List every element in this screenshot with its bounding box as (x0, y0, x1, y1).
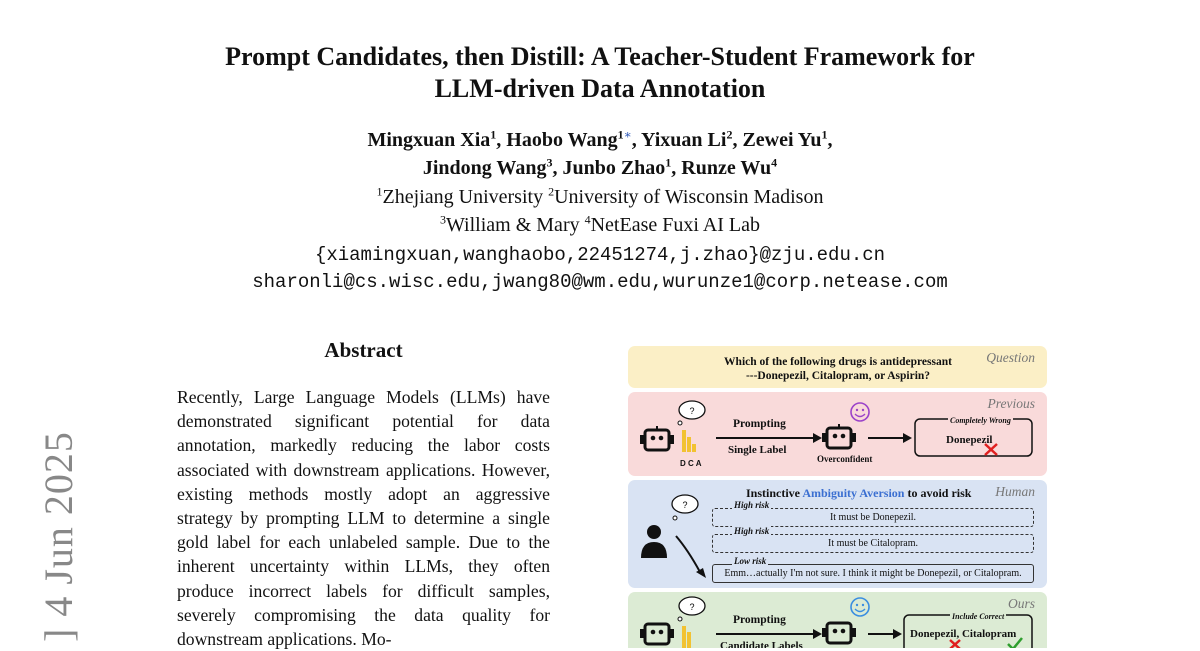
robot-icon (822, 424, 856, 448)
human-tag: Human (995, 484, 1035, 499)
devil-face-icon (851, 403, 869, 421)
question-text: Which of the following drugs is antidepressant ---Donepezil, Citalopram, or Aspirin? (724, 356, 952, 382)
low-risk-label: Low risk (734, 556, 767, 566)
completely-wrong-label: Completely Wrong (950, 416, 1011, 425)
svg-text:?: ? (689, 406, 695, 416)
cross-icon (950, 640, 960, 648)
affiliation-line-1: $^1$Zhejiang University $^2$University of Wisconsin Madison (376, 184, 824, 208)
svg-text:?: ? (682, 500, 688, 510)
email-line-1: {xiamingxuan,wanghaobo,22451274,j.zhao}@zju.edu.cn (314, 244, 886, 266)
previous-tag: Previous (987, 396, 1035, 411)
person-icon (641, 525, 667, 558)
ours-prompting-label: Prompting (733, 614, 786, 626)
ours-tag: Ours (1007, 596, 1035, 611)
author: Runze Wu (681, 157, 772, 179)
author: Jindong Wang (422, 157, 547, 179)
high-risk-label-2: High risk (734, 526, 770, 536)
corresponding-star: ∗ (623, 127, 632, 142)
robot-icon (640, 426, 674, 450)
thought-cloud-icon (672, 495, 698, 520)
human-panel (628, 480, 1047, 588)
dca-label: D C A (680, 459, 702, 468)
include-correct-label: Include Correct (952, 612, 1005, 621)
author: Junbo Zhao (562, 157, 666, 179)
paper-title-line-2: LLM-driven Data Annotation (434, 74, 766, 103)
author: Mingxuan Xia (367, 129, 491, 151)
author: Haobo Wang (506, 129, 618, 151)
smile-face-icon (851, 598, 869, 616)
single-label-label: Single Label (728, 444, 787, 456)
previous-answer: Donepezil (946, 434, 993, 446)
author-line-2: Jindong Wang$^3$, Junbo Zhao$^1$, Runze Wu$^4$ (422, 155, 778, 179)
ambiguity-aversion-highlight: Ambiguity Aversion (802, 486, 905, 500)
high-risk-box-1: It must be Donepezil. (712, 508, 1034, 527)
author: Zewei Yu (742, 129, 822, 151)
author-line-1: Mingxuan Xia$^1$, Haobo Wang$^{1∗}$, Yixuan Li$^2$, Zewei Yu$^1$, (367, 127, 833, 151)
prompting-label: Prompting (733, 418, 786, 430)
ours-answer: Donepezil, Citalopram (910, 628, 1017, 640)
abstract-heading: Abstract (324, 338, 403, 362)
paper-title-line-1: Prompt Candidates, then Distill: A Teacher-Student Framework for (225, 42, 975, 71)
ours-panel (628, 592, 1047, 648)
bar-icon (682, 626, 691, 648)
high-risk-box-2: It must be Citalopram. (712, 534, 1034, 553)
author: Yixuan Li (641, 129, 727, 151)
email-line-2: sharonli@cs.wisc.edu,jwang80@wm.edu,wurunze1@corp.netease.com (252, 271, 948, 293)
bar-icon (682, 430, 696, 452)
robot-icon (822, 623, 856, 643)
question-panel (628, 346, 1047, 388)
teaser-figure (628, 346, 1048, 648)
robot-icon (640, 624, 674, 644)
overconfident-label: Overconfident (817, 454, 873, 464)
thought-cloud-icon (678, 401, 705, 425)
svg-text:?: ? (689, 602, 695, 612)
arxiv-stamp: ] 4 Jun 2025 (36, 431, 81, 642)
question-tag: Question (986, 350, 1035, 365)
low-risk-box: Emm…actually I'm not sure. I think it might be Donepezil, or Citalopram. (712, 564, 1034, 583)
previous-panel (628, 392, 1047, 476)
thought-cloud-icon (678, 597, 705, 621)
high-risk-label-1: High risk (734, 500, 770, 510)
abstract-body: Recently, Large Language Models (LLMs) have demonstrated significant potential for data annotation, markedly reducing the labor costs associated with downstream applications. However, existing methods mostly adopt an aggressive strategy by prompting LLM to determine a single gold label for each unlabeled sample. Due to the inherent uncertainty within LLMs, they often produce incorrect labels for difficult samples, severely compromising the data quality for downstream applications. Mo- (177, 387, 550, 650)
candidate-labels-label: Candidate Labels (720, 640, 803, 648)
human-title: Instinctive Ambiguity Aversion to avoid risk (746, 486, 972, 500)
affiliation-line-2: $^3$William & Mary $^4$NetEase Fuxi AI Lab (439, 212, 761, 236)
